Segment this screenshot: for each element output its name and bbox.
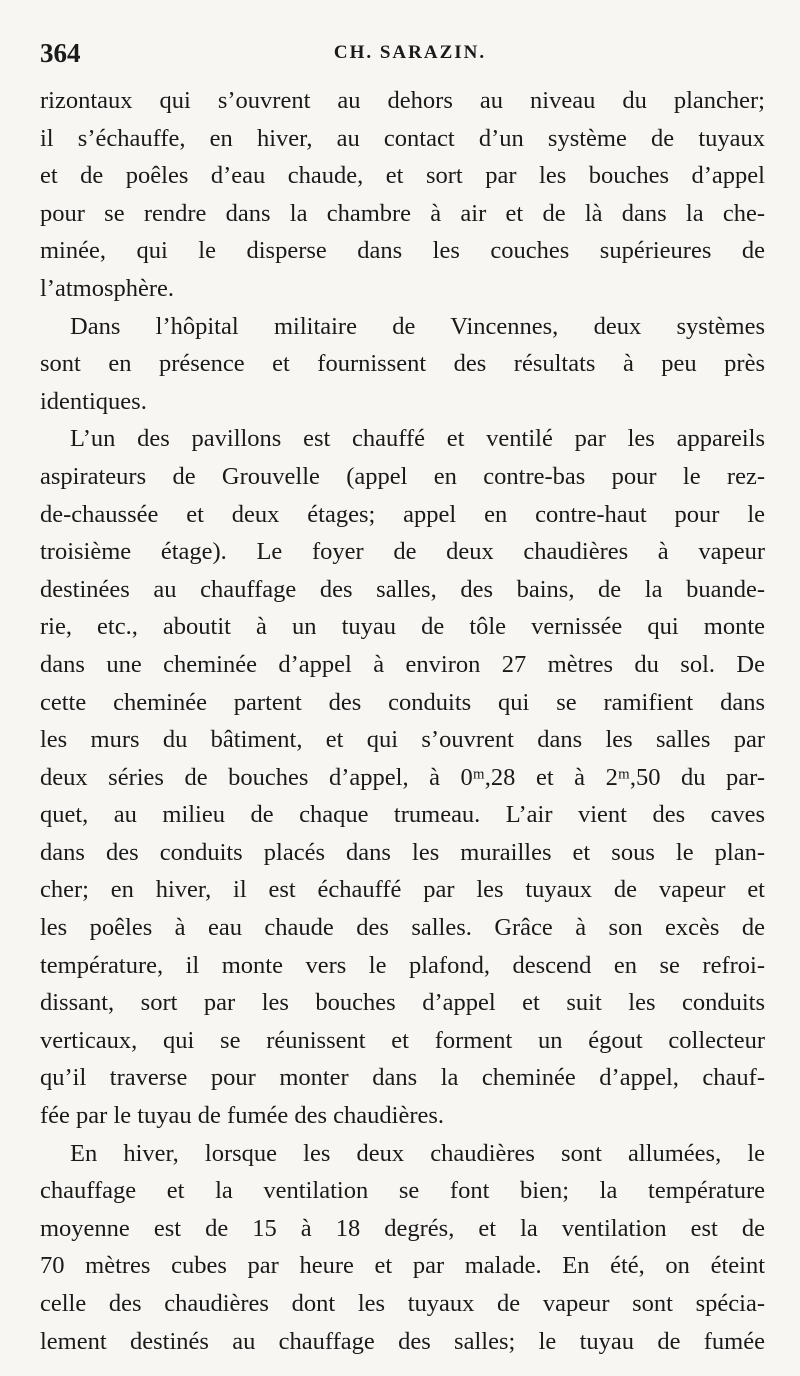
text-line: deux séries de bouches d’appel, à 0ᵐ,28 et à 2ᵐ,50 du par-: [40, 763, 765, 791]
text-line: et de poêles d’eau chaude, et sort par les bouches d’appel: [40, 162, 765, 190]
text-line: cette cheminée partent des conduits qui se ramifient dans: [40, 688, 765, 716]
text-line: dissant, sort par les bouches d’appel et suit les conduits: [40, 989, 765, 1017]
text-line: Dans l’hôpital militaire de Vincennes, deux systèmes: [70, 312, 765, 340]
body-text: [40, 82, 765, 1360]
text-line: cher; en hiver, il est échauffé par les tuyaux de vapeur et: [40, 876, 765, 904]
text-line: lement destinés au chauffage des salles; le tuyau de fumée: [40, 1327, 765, 1355]
text-line: de-chaussée et deux étages; appel en contre-haut pour le: [40, 500, 765, 528]
page-number: 364: [40, 38, 81, 68]
paragraph: [40, 1135, 765, 1361]
text-line: l’atmosphère.: [40, 274, 175, 302]
text-line: celle des chaudières dont les tuyaux de vapeur sont spécia-: [40, 1290, 765, 1317]
text-line: minée, qui le disperse dans les couches supérieures de: [40, 237, 765, 265]
text-line: température, il monte vers le plafond, descend en se refroi-: [40, 951, 765, 979]
paragraph: [40, 420, 765, 1134]
text-line: fée par le tuyau de fumée des chaudières.: [40, 1102, 445, 1130]
text-line: identiques.: [40, 387, 147, 415]
text-line: rie, etc., aboutit à un tuyau de tôle vernissée qui monte: [40, 613, 765, 641]
text-line: rizontaux qui s’ouvrent au dehors au niveau du plancher;: [40, 87, 765, 114]
text-line: quet, au milieu de chaque trumeau. L’air vient des caves: [40, 801, 765, 829]
text-line: qu’il traverse pour monter dans la cheminée d’appel, chauf-: [40, 1064, 765, 1092]
text-line: pour se rendre dans la chambre à air et de là dans la che-: [40, 199, 765, 227]
text-line: troisième étage). Le foyer de deux chaudières à vapeur: [40, 538, 765, 566]
paragraph: [40, 82, 765, 308]
text-line: moyenne est de 15 à 18 degrés, et la ventilation est de: [40, 1214, 765, 1242]
text-line: les murs du bâtiment, et qui s’ouvrent dans les salles par: [40, 726, 765, 754]
text-line: En hiver, lorsque les deux chaudières sont allumées, le: [70, 1139, 765, 1167]
running-head: CH. SARAZIN.: [333, 42, 487, 63]
page-header: [40, 38, 780, 78]
text-line: aspirateurs de Grouvelle (appel en contre-bas pour le rez-: [40, 462, 765, 490]
text-line: chauffage et la ventilation se font bien; la température: [40, 1177, 765, 1205]
paragraph: [40, 308, 765, 421]
text-line: les poêles à eau chaude des salles. Grâce à son excès de: [40, 914, 765, 942]
text-line: dans une cheminée d’appel à environ 27 mètres du sol. De: [40, 650, 765, 678]
text-line: sont en présence et fournissent des résultats à peu près: [40, 350, 765, 378]
text-line: verticaux, qui se réunissent et forment un égout collecteur: [40, 1026, 765, 1054]
text-line: il s’échauffe, en hiver, au contact d’un système de tuyaux: [40, 124, 765, 152]
text-line: L’un des pavillons est chauffé et ventilé par les appareils: [70, 425, 765, 453]
text-line: 70 mètres cubes par heure et par malade. En été, on éteint: [40, 1252, 765, 1280]
text-line: dans des conduits placés dans les murailles et sous le plan-: [40, 838, 765, 866]
text-line: destinées au chauffage des salles, des bains, de la buande-: [40, 575, 765, 603]
